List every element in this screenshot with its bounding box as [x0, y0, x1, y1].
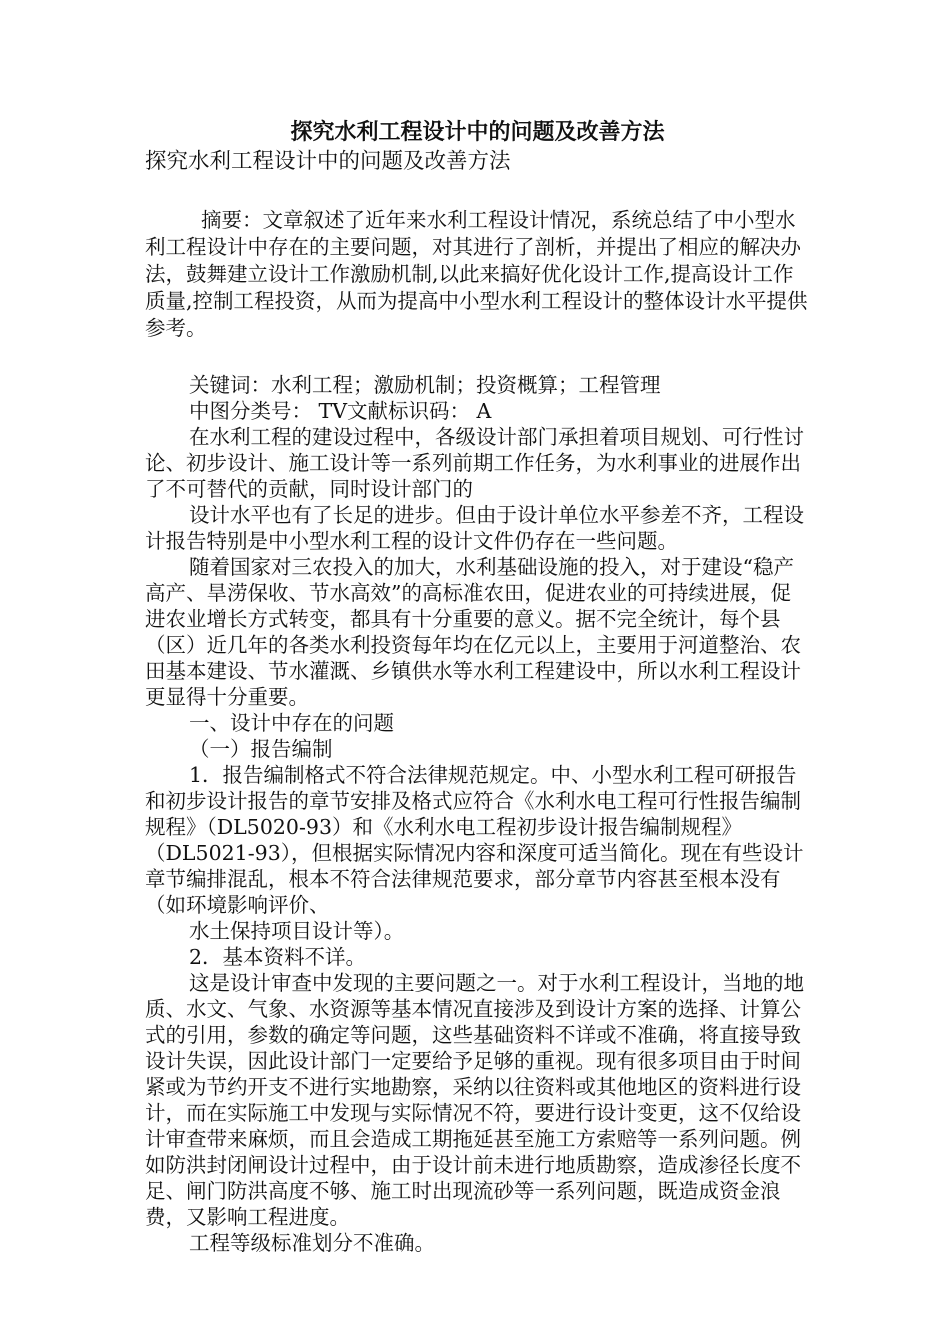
document-subtitle: 探究水利工程设计中的问题及改善方法 [145, 149, 511, 174]
paragraph: 设计水平也有了长足的进步。但由于设计单位水平参差不齐，工程设计报告特别是中小型水利工程的设计文件仍存在一些问题。 [145, 503, 804, 553]
keywords: 关键词：水利工程；激励机制；投资概算；工程管理 [189, 373, 661, 397]
abstract: 摘要：文章叙述了近年来水利工程设计情况，系统总结了中小型水利工程设计中存在的主要问题，对其进行了剖析，并提出了相应的解决办法，鼓舞建立设计工作激励机制,以此来搞好优化设计工作,提高设计工作质量,控制工程投资，从而为提高中小型水利工程设计的整体设计水平提供参考。 [145, 208, 808, 340]
spacer [145, 177, 810, 207]
paragraph: 水土保持项目设计等）。 [189, 919, 405, 943]
document-body [145, 117, 810, 1256]
paragraph: 在水利工程的建设过程中，各级设计部门承担着项目规划、可行性讨论、初步设计、施工设计等一系列前期工作任务，为水利事业的进展作出了不可替代的贡献，同时设计部门的 [145, 425, 804, 501]
paragraph: 这是设计审查中发现的主要问题之一。对于水利工程设计，当地的地质、水文、气象、水资源等基本情况直接涉及到设计方案的选择、计算公式的引用，参数的确定等问题，这些基础资料不详或不准确，将直接导致设计失误，因此设计部门一定要给予足够的重视。现有很多项目由于时间紧或为节约开支不进行实地勘察，采纳以往资料或其他地区的资料进行设计，而在实际施工中发现与实际情况不符，要进行设计变更，这不仅给设计审查带来麻烦，而且会造成工期拖延甚至施工方索赔等一系列问题。例如防洪封闭闸设计过程中，由于设计前未进行地质勘察，造成渗径长度不足、闸门防洪高度不够、施工时出现流砂等一系列问题，既造成资金浪费，又影响工程进度。 [145, 971, 804, 1229]
paragraph: 随着国家对三农投入的加大，水利基础设施的投入，对于建设“稳产高产、旱涝保收、节水高效”的高标准农田，促进农业的可持续进展，促进农业增长方式转变，都具有十分重要的意义。据不完全统计，每个县（区）近几年的各类水利投资每年均在亿元以上，主要用于河道整治、农田基本建设、节水灌溉、乡镇供水等水利工程建设中，所以水利工程设计更显得十分重要。 [145, 555, 801, 709]
document-title: 探究水利工程设计中的问题及改善方法 [290, 119, 665, 145]
classification: 中图分类号： TV文献标识码： A [189, 399, 492, 423]
paragraph: 工程等级标准划分不准确。 [189, 1231, 435, 1255]
subsection-heading: （一）报告编制 [189, 737, 333, 761]
paragraph: 1．报告编制格式不符合法律规范规定。中、小型水利工程可研报告和初步设计报告的章节安排及格式应符合《水利水电工程可行性报告编制规程》（DL5020-93）和《水利水电工程初步设计报告编制规程》（DL5021-93），但根据实际情况内容和深度可适当简化。现在有些设计章节编排混乱，根本不符合法律规范要求，部分章节内容甚至根本没有（如环境影响评价、 [145, 763, 804, 917]
section-heading: 一、设计中存在的问题 [189, 711, 394, 735]
spacer [145, 342, 810, 372]
paragraph: 2．基本资料不详。 [189, 945, 367, 969]
